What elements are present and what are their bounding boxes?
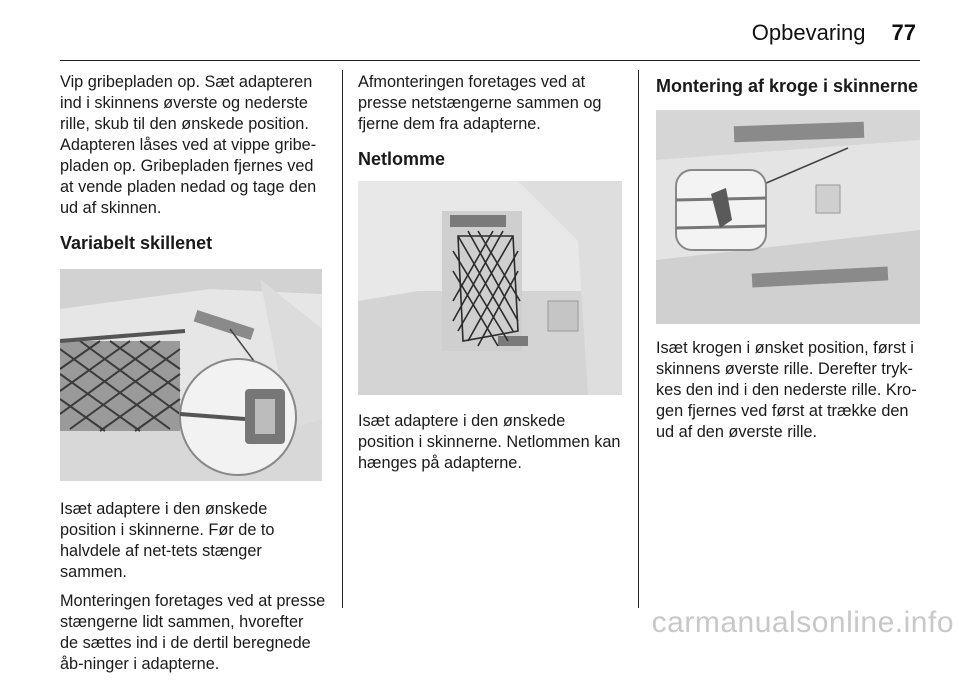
divider-net-illustration	[60, 269, 322, 481]
column-1	[60, 72, 326, 683]
header-rule	[60, 60, 920, 61]
column-2	[358, 72, 624, 482]
column-divider-1	[342, 70, 343, 608]
col2-para1: Isæt adaptere i den ønskede position i skinnerne. Netlommen kan hænges på adapterne.	[358, 412, 621, 472]
heading-netlomme: Netlomme	[358, 149, 446, 169]
col1-intro: Vip gribepladen op. Sæt adapteren ind i skinnens øverste og nederste rille, skub til den ønskede position. Adapteren låses ved at vippe gribe-pladen op. Gribepladen fjernes ved at vende pladen nedad og tage den ud af skinnen.	[60, 73, 317, 217]
page-number: 77	[891, 20, 916, 45]
col1-para2: Monteringen foretages ved at presse stængerne lidt sammen, hvorefter de sættes ind i de dertil beregnede åb-ninger i adapterne.	[60, 592, 326, 673]
heading-montering-kroge: Montering af kroge i skinnerne	[656, 76, 919, 96]
hook-rail-illustration	[656, 110, 920, 324]
col1-para1: Isæt adaptere i den ønskede position i skinnerne. Før de to halvdele af net-tets stænger sammen.	[60, 500, 275, 581]
heading-variabelt-skillenet: Variabelt skillenet	[60, 233, 213, 253]
net-pocket-illustration	[358, 181, 622, 395]
page-header	[60, 17, 916, 49]
column-divider-2	[638, 70, 639, 608]
col3-para1: Isæt krogen i ønsket position, først i skinnens øverste rille. Derefter tryk-kes den ind i den nederste rille. Kro-gen fjernes ved først at trække den ud af den øverste rille.	[656, 339, 917, 441]
col2-intro: Afmonteringen foretages ved at presse netstængerne sammen og fjerne dem fra adapterne.	[358, 73, 602, 133]
column-3	[656, 72, 920, 451]
section-title: Opbevaring	[751, 20, 866, 45]
watermark: carmanualsonline.info	[651, 606, 954, 639]
